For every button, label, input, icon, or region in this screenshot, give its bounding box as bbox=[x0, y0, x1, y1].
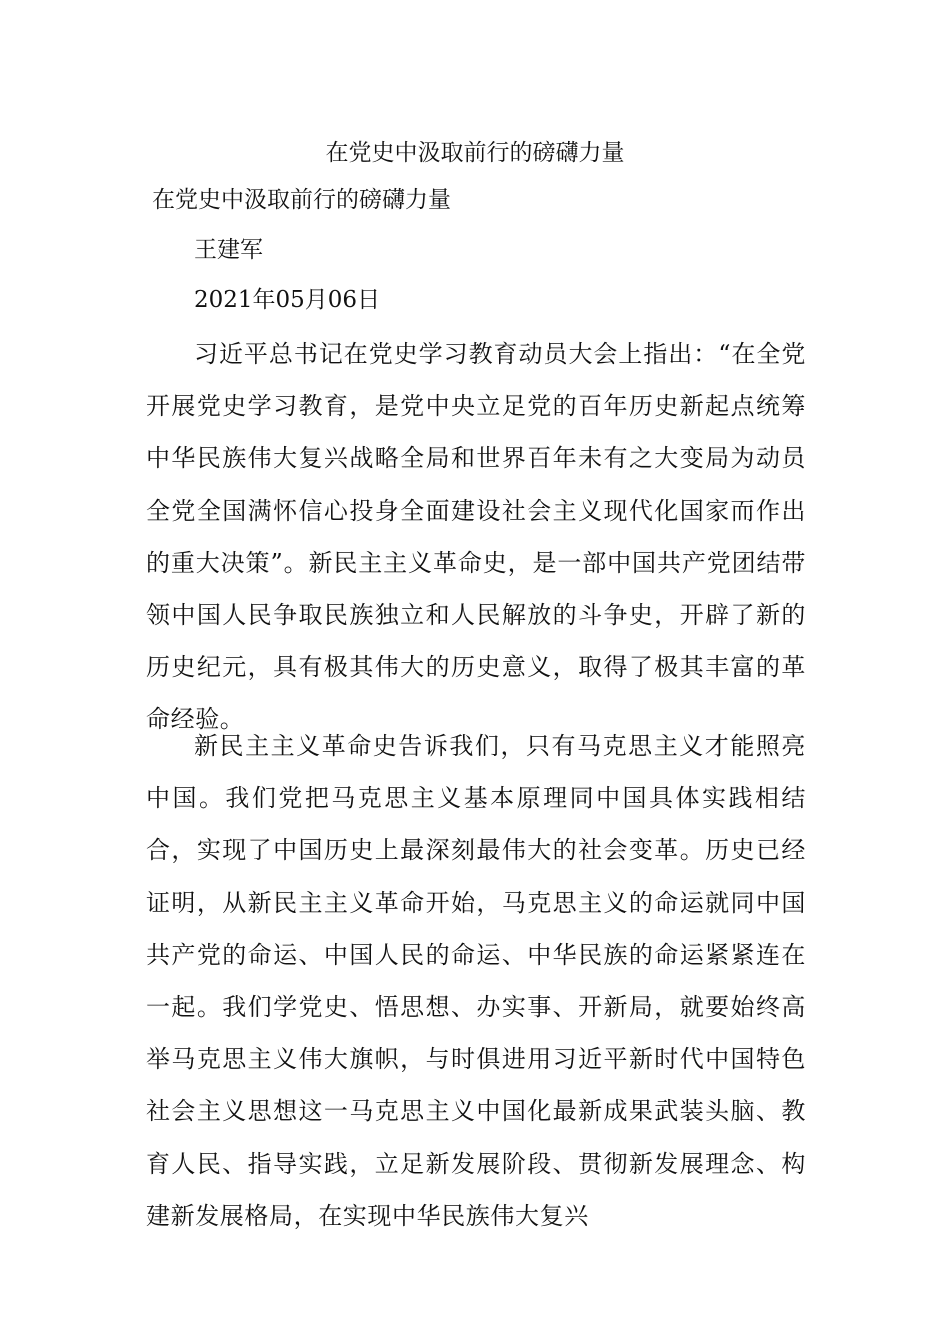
paragraph-1: 习近平总书记在党史学习教育动员大会上指出：“在全党开展党史学习教育，是党中央立足党的百年历史新起点统筹中华民族伟大复兴战略全局和世界百年未有之大变局为动员全党全国满怀信心投身全面建设社会主义现代化国家而作出的重大决策”。新民主主义革命史，是一部中国共产党团结带领中国人民争取民族独立和人民解放的斗争史，开辟了新的历史纪元，具有极其伟大的历史意义，取得了极其丰富的革命经验。 bbox=[146, 340, 806, 734]
publish-date: 2021年05月06日 bbox=[194, 287, 381, 313]
paragraph-2: 新民主主义革命史告诉我们，只有马克思主义才能照亮中国。我们党把马克思主义基本原理同中国具体实践相结合，实现了中国历史上最深刻最伟大的社会变革。历史已经证明，从新民主主义革命开始，马克思主义的命运就同中国共产党的命运、中国人民的命运、中华民族的命运紧紧连在一起。我们学党史、悟思想、办实事、开新局，就要始终高举马克思主义伟大旗帜，与时俱进用习近平新时代中国特色社会主义思想这一马克思主义中国化最新成果武装头脑、教育人民、指导实践，立足新发展阶段、贯彻新发展理念、构建新发展格局，在实现中华民族伟大复兴 bbox=[146, 732, 806, 1230]
article-subtitle: 在党史中汲取前行的磅礴力量 bbox=[152, 187, 451, 213]
author-name: 王建军 bbox=[194, 237, 263, 263]
document-title: 在党史中汲取前行的磅礴力量 bbox=[325, 140, 625, 166]
